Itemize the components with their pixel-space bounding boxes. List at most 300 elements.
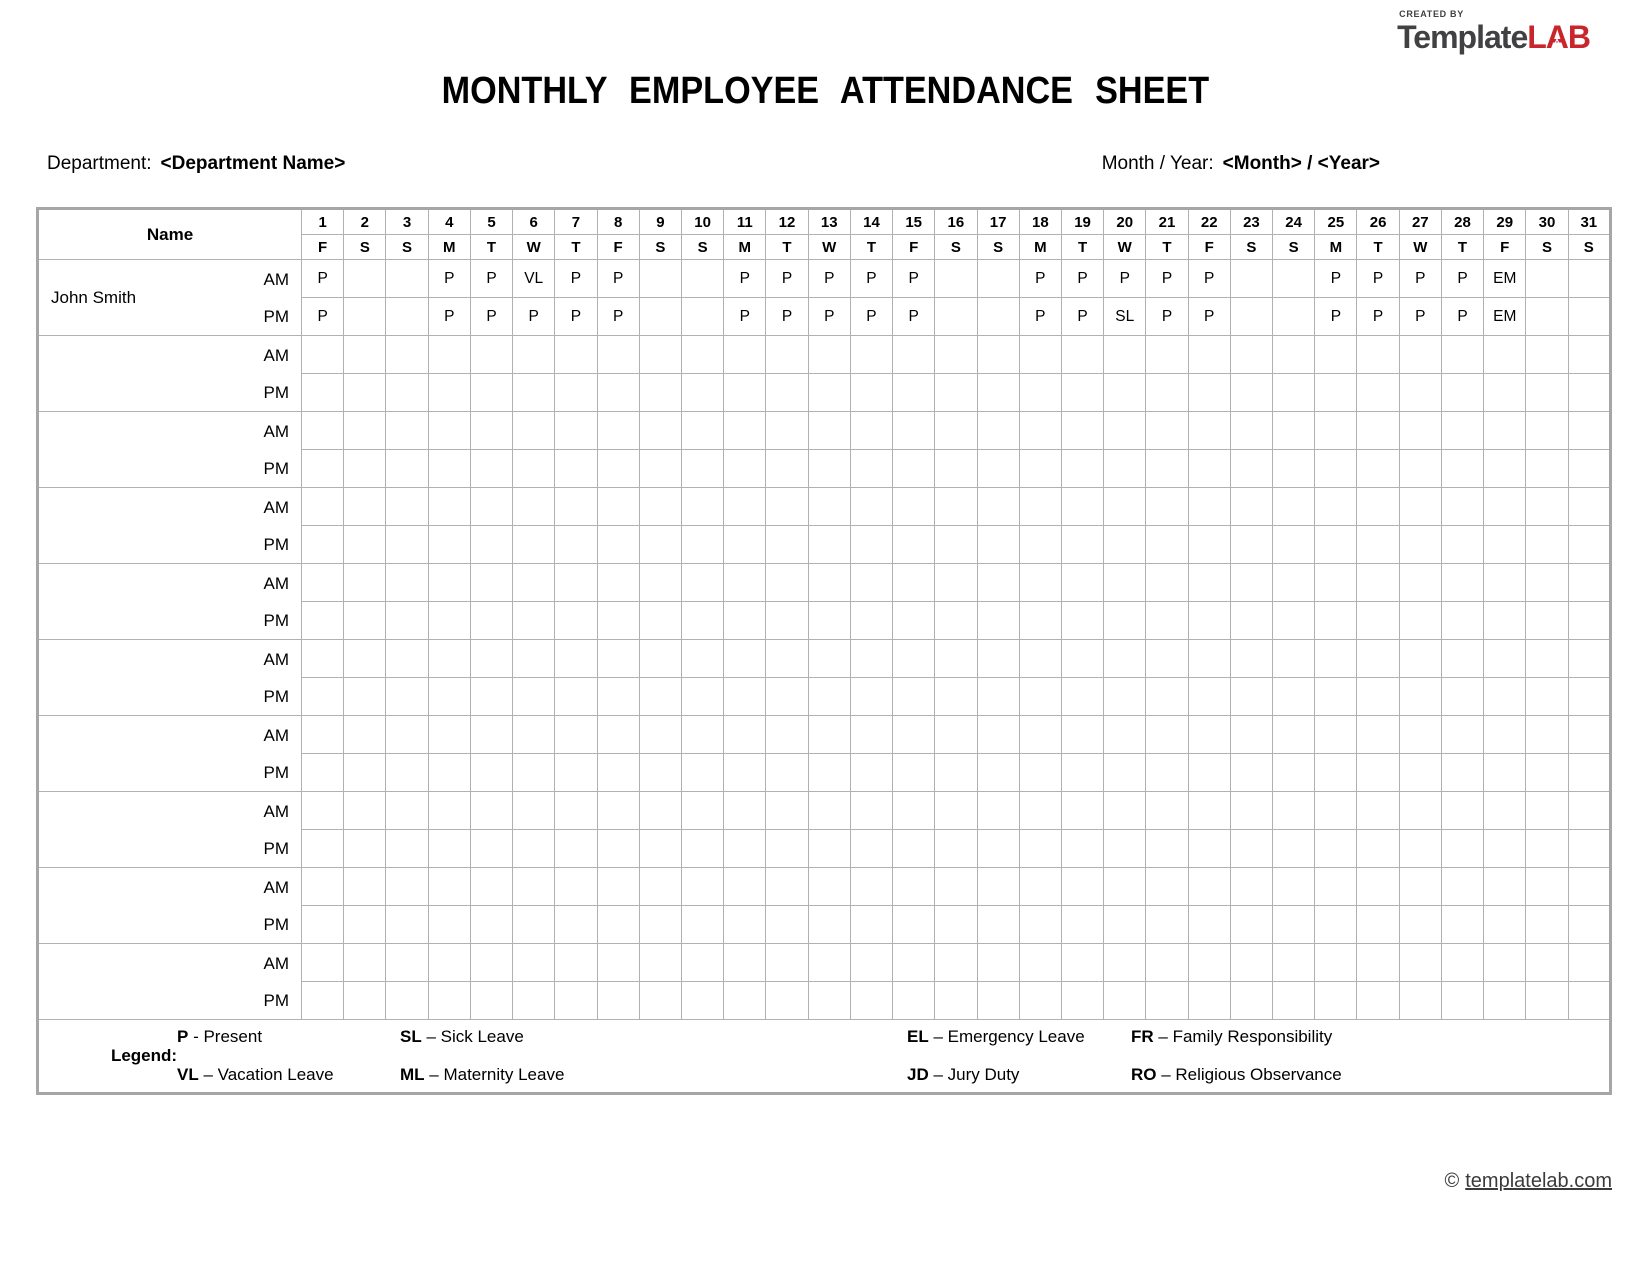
attendance-cell[interactable]	[555, 792, 597, 830]
attendance-cell[interactable]	[1188, 564, 1230, 602]
attendance-cell[interactable]	[1273, 602, 1315, 640]
attendance-cell[interactable]	[1146, 944, 1188, 982]
attendance-cell[interactable]	[597, 336, 639, 374]
attendance-cell[interactable]	[1357, 944, 1399, 982]
attendance-cell[interactable]	[850, 982, 892, 1020]
attendance-cell[interactable]	[344, 640, 386, 678]
attendance-cell[interactable]	[302, 640, 344, 678]
attendance-cell[interactable]	[1484, 982, 1526, 1020]
attendance-cell[interactable]	[724, 792, 766, 830]
attendance-cell[interactable]	[850, 906, 892, 944]
attendance-cell[interactable]	[1315, 868, 1357, 906]
attendance-cell[interactable]	[344, 754, 386, 792]
attendance-cell[interactable]	[724, 868, 766, 906]
attendance-cell[interactable]	[470, 678, 512, 716]
attendance-cell[interactable]	[639, 602, 681, 640]
attendance-cell[interactable]	[1568, 640, 1610, 678]
attendance-cell[interactable]	[1273, 488, 1315, 526]
attendance-cell[interactable]	[681, 792, 723, 830]
attendance-cell[interactable]	[1484, 412, 1526, 450]
attendance-cell[interactable]	[1484, 906, 1526, 944]
attendance-cell[interactable]	[1273, 260, 1315, 298]
attendance-cell[interactable]	[513, 374, 555, 412]
attendance-cell[interactable]	[808, 526, 850, 564]
attendance-cell[interactable]	[1441, 526, 1483, 564]
attendance-cell[interactable]	[1441, 412, 1483, 450]
attendance-cell[interactable]	[1019, 602, 1061, 640]
attendance-cell[interactable]	[1146, 640, 1188, 678]
attendance-cell[interactable]	[1399, 944, 1441, 982]
attendance-cell[interactable]	[1188, 716, 1230, 754]
attendance-cell[interactable]	[1568, 868, 1610, 906]
attendance-cell[interactable]	[1019, 906, 1061, 944]
attendance-cell[interactable]	[681, 678, 723, 716]
attendance-cell[interactable]	[935, 412, 977, 450]
attendance-cell[interactable]	[597, 754, 639, 792]
attendance-cell[interactable]	[1061, 868, 1103, 906]
attendance-cell[interactable]	[977, 526, 1019, 564]
attendance-cell[interactable]	[1230, 754, 1272, 792]
attendance-cell[interactable]	[344, 716, 386, 754]
attendance-cell[interactable]	[724, 716, 766, 754]
attendance-cell[interactable]	[1357, 792, 1399, 830]
attendance-cell[interactable]	[724, 830, 766, 868]
attendance-cell[interactable]	[808, 754, 850, 792]
attendance-cell[interactable]	[428, 526, 470, 564]
attendance-cell[interactable]	[893, 640, 935, 678]
attendance-cell[interactable]	[1399, 754, 1441, 792]
attendance-cell[interactable]	[1230, 488, 1272, 526]
attendance-cell[interactable]	[1273, 336, 1315, 374]
attendance-cell[interactable]	[850, 336, 892, 374]
attendance-cell[interactable]	[302, 792, 344, 830]
attendance-cell[interactable]	[1399, 526, 1441, 564]
attendance-cell[interactable]	[344, 374, 386, 412]
attendance-cell[interactable]	[428, 640, 470, 678]
attendance-cell[interactable]	[1441, 488, 1483, 526]
attendance-cell[interactable]	[639, 792, 681, 830]
attendance-cell[interactable]	[808, 678, 850, 716]
attendance-cell[interactable]	[1230, 602, 1272, 640]
attendance-cell[interactable]	[766, 716, 808, 754]
attendance-cell[interactable]	[1315, 830, 1357, 868]
attendance-cell[interactable]	[1484, 450, 1526, 488]
attendance-cell[interactable]	[1061, 640, 1103, 678]
attendance-cell[interactable]	[1061, 374, 1103, 412]
attendance-cell[interactable]	[1568, 412, 1610, 450]
attendance-cell[interactable]	[386, 640, 428, 678]
attendance-cell[interactable]	[1399, 336, 1441, 374]
attendance-cell[interactable]	[1441, 754, 1483, 792]
attendance-cell[interactable]	[1526, 678, 1568, 716]
attendance-cell[interactable]	[893, 792, 935, 830]
attendance-cell[interactable]	[808, 982, 850, 1020]
attendance-cell[interactable]	[470, 830, 512, 868]
attendance-cell[interactable]	[1526, 260, 1568, 298]
attendance-cell[interactable]	[808, 564, 850, 602]
attendance-cell[interactable]	[1019, 678, 1061, 716]
attendance-cell[interactable]	[850, 678, 892, 716]
attendance-cell[interactable]	[1568, 716, 1610, 754]
attendance-cell[interactable]	[766, 792, 808, 830]
attendance-cell[interactable]	[1526, 602, 1568, 640]
attendance-cell[interactable]	[977, 830, 1019, 868]
attendance-cell[interactable]	[1061, 716, 1103, 754]
attendance-cell[interactable]	[1146, 716, 1188, 754]
attendance-cell[interactable]	[766, 830, 808, 868]
attendance-cell[interactable]	[1146, 336, 1188, 374]
attendance-cell[interactable]	[1230, 678, 1272, 716]
attendance-cell[interactable]	[428, 336, 470, 374]
attendance-cell[interactable]	[1104, 336, 1146, 374]
attendance-cell[interactable]	[1399, 374, 1441, 412]
attendance-cell[interactable]	[1441, 602, 1483, 640]
attendance-cell[interactable]	[808, 336, 850, 374]
attendance-cell[interactable]	[1315, 526, 1357, 564]
attendance-cell[interactable]	[470, 944, 512, 982]
attendance-cell[interactable]	[513, 336, 555, 374]
attendance-cell[interactable]	[1568, 830, 1610, 868]
attendance-cell[interactable]	[893, 526, 935, 564]
employee-name-cell[interactable]	[38, 716, 302, 792]
attendance-cell[interactable]	[808, 906, 850, 944]
attendance-cell[interactable]	[386, 792, 428, 830]
attendance-cell[interactable]: P	[1357, 260, 1399, 298]
attendance-cell[interactable]	[893, 602, 935, 640]
attendance-cell[interactable]	[428, 868, 470, 906]
attendance-cell[interactable]	[724, 678, 766, 716]
attendance-cell[interactable]	[1146, 374, 1188, 412]
attendance-cell[interactable]	[766, 564, 808, 602]
attendance-cell[interactable]	[1188, 374, 1230, 412]
attendance-cell[interactable]	[1230, 526, 1272, 564]
attendance-cell[interactable]: P	[428, 298, 470, 336]
attendance-cell[interactable]	[681, 564, 723, 602]
attendance-cell[interactable]	[428, 792, 470, 830]
attendance-cell[interactable]	[639, 374, 681, 412]
attendance-cell[interactable]	[386, 526, 428, 564]
attendance-cell[interactable]	[1526, 944, 1568, 982]
attendance-cell[interactable]	[1061, 412, 1103, 450]
attendance-cell[interactable]	[1230, 982, 1272, 1020]
attendance-cell[interactable]	[1019, 564, 1061, 602]
attendance-cell[interactable]	[1315, 488, 1357, 526]
attendance-cell[interactable]	[850, 944, 892, 982]
employee-name-cell[interactable]	[38, 488, 302, 564]
attendance-cell[interactable]	[1104, 678, 1146, 716]
attendance-cell[interactable]	[1441, 906, 1483, 944]
attendance-cell[interactable]	[1357, 754, 1399, 792]
attendance-cell[interactable]	[1484, 602, 1526, 640]
attendance-cell[interactable]: P	[1146, 260, 1188, 298]
attendance-cell[interactable]	[513, 716, 555, 754]
attendance-cell[interactable]	[977, 906, 1019, 944]
attendance-cell[interactable]	[1315, 678, 1357, 716]
attendance-cell[interactable]	[1399, 830, 1441, 868]
attendance-cell[interactable]	[1315, 374, 1357, 412]
attendance-cell[interactable]	[893, 830, 935, 868]
attendance-cell[interactable]	[639, 868, 681, 906]
attendance-cell[interactable]	[1104, 906, 1146, 944]
attendance-cell[interactable]: P	[1357, 298, 1399, 336]
attendance-cell[interactable]	[1019, 830, 1061, 868]
attendance-cell[interactable]	[1104, 450, 1146, 488]
attendance-cell[interactable]	[1188, 982, 1230, 1020]
attendance-cell[interactable]	[1399, 488, 1441, 526]
attendance-cell[interactable]	[1104, 868, 1146, 906]
attendance-cell[interactable]	[1104, 564, 1146, 602]
attendance-cell[interactable]	[1188, 678, 1230, 716]
attendance-cell[interactable]	[513, 678, 555, 716]
attendance-cell[interactable]	[639, 336, 681, 374]
attendance-cell[interactable]	[1019, 336, 1061, 374]
attendance-cell[interactable]: P	[1188, 260, 1230, 298]
attendance-cell[interactable]	[808, 830, 850, 868]
attendance-cell[interactable]	[766, 944, 808, 982]
attendance-cell[interactable]	[724, 374, 766, 412]
attendance-cell[interactable]	[597, 412, 639, 450]
attendance-cell[interactable]	[597, 374, 639, 412]
attendance-cell[interactable]	[344, 602, 386, 640]
attendance-cell[interactable]	[1484, 564, 1526, 602]
attendance-cell[interactable]	[555, 982, 597, 1020]
attendance-cell[interactable]	[555, 640, 597, 678]
attendance-cell[interactable]	[302, 488, 344, 526]
attendance-cell[interactable]	[724, 336, 766, 374]
attendance-cell[interactable]	[344, 982, 386, 1020]
attendance-cell[interactable]	[1230, 450, 1272, 488]
attendance-cell[interactable]	[1104, 640, 1146, 678]
attendance-cell[interactable]	[302, 336, 344, 374]
attendance-cell[interactable]	[386, 982, 428, 1020]
attendance-cell[interactable]	[1061, 982, 1103, 1020]
attendance-cell[interactable]	[1230, 792, 1272, 830]
attendance-cell[interactable]	[935, 374, 977, 412]
attendance-cell[interactable]	[681, 260, 723, 298]
attendance-cell[interactable]	[1357, 450, 1399, 488]
attendance-cell[interactable]	[808, 450, 850, 488]
attendance-cell[interactable]	[850, 374, 892, 412]
attendance-cell[interactable]	[766, 488, 808, 526]
attendance-cell[interactable]	[1230, 564, 1272, 602]
attendance-cell[interactable]	[1399, 982, 1441, 1020]
attendance-cell[interactable]	[513, 906, 555, 944]
attendance-cell[interactable]	[1399, 412, 1441, 450]
attendance-cell[interactable]	[1484, 640, 1526, 678]
attendance-cell[interactable]	[597, 488, 639, 526]
attendance-cell[interactable]: P	[893, 298, 935, 336]
attendance-cell[interactable]: P	[470, 298, 512, 336]
attendance-cell[interactable]	[766, 906, 808, 944]
attendance-cell[interactable]	[977, 678, 1019, 716]
attendance-cell[interactable]	[977, 602, 1019, 640]
attendance-cell[interactable]	[977, 412, 1019, 450]
attendance-cell[interactable]	[1146, 792, 1188, 830]
attendance-cell[interactable]	[1146, 412, 1188, 450]
attendance-cell[interactable]: P	[724, 298, 766, 336]
attendance-cell[interactable]	[1568, 602, 1610, 640]
attendance-cell[interactable]	[1019, 412, 1061, 450]
attendance-cell[interactable]	[513, 944, 555, 982]
attendance-cell[interactable]	[1104, 526, 1146, 564]
attendance-cell[interactable]	[1104, 754, 1146, 792]
attendance-cell[interactable]	[893, 944, 935, 982]
attendance-cell[interactable]	[302, 564, 344, 602]
attendance-cell[interactable]	[1273, 944, 1315, 982]
attendance-cell[interactable]	[1019, 488, 1061, 526]
attendance-cell[interactable]	[470, 982, 512, 1020]
attendance-cell[interactable]	[639, 716, 681, 754]
attendance-cell[interactable]	[766, 336, 808, 374]
attendance-cell[interactable]	[1568, 678, 1610, 716]
attendance-cell[interactable]	[513, 412, 555, 450]
attendance-cell[interactable]	[681, 754, 723, 792]
attendance-cell[interactable]	[555, 450, 597, 488]
attendance-cell[interactable]: P	[1315, 260, 1357, 298]
attendance-cell[interactable]	[1230, 830, 1272, 868]
attendance-cell[interactable]	[681, 906, 723, 944]
attendance-cell[interactable]	[1568, 488, 1610, 526]
attendance-cell[interactable]	[1484, 488, 1526, 526]
attendance-cell[interactable]	[893, 906, 935, 944]
attendance-cell[interactable]	[1188, 602, 1230, 640]
attendance-cell[interactable]	[1146, 982, 1188, 1020]
attendance-cell[interactable]: P	[555, 260, 597, 298]
attendance-cell[interactable]	[344, 260, 386, 298]
attendance-cell[interactable]	[386, 412, 428, 450]
attendance-cell[interactable]	[597, 678, 639, 716]
attendance-cell[interactable]	[850, 450, 892, 488]
attendance-cell[interactable]	[386, 374, 428, 412]
attendance-cell[interactable]	[977, 450, 1019, 488]
attendance-cell[interactable]: P	[1441, 260, 1483, 298]
attendance-cell[interactable]	[893, 412, 935, 450]
attendance-cell[interactable]	[1357, 564, 1399, 602]
attendance-cell[interactable]	[1568, 526, 1610, 564]
employee-name-cell[interactable]	[38, 868, 302, 944]
attendance-cell[interactable]	[344, 944, 386, 982]
attendance-cell[interactable]	[1061, 564, 1103, 602]
attendance-cell[interactable]	[513, 640, 555, 678]
attendance-cell[interactable]	[1441, 374, 1483, 412]
attendance-cell[interactable]: EM	[1484, 298, 1526, 336]
attendance-cell[interactable]	[1019, 716, 1061, 754]
attendance-cell[interactable]	[681, 412, 723, 450]
attendance-cell[interactable]	[935, 260, 977, 298]
attendance-cell[interactable]	[597, 564, 639, 602]
attendance-cell[interactable]	[1568, 754, 1610, 792]
attendance-cell[interactable]	[386, 298, 428, 336]
attendance-cell[interactable]	[1146, 488, 1188, 526]
attendance-cell[interactable]: P	[302, 298, 344, 336]
attendance-cell[interactable]	[513, 602, 555, 640]
attendance-cell[interactable]	[1273, 982, 1315, 1020]
attendance-cell[interactable]	[344, 298, 386, 336]
attendance-cell[interactable]: P	[597, 298, 639, 336]
attendance-cell[interactable]	[1273, 716, 1315, 754]
attendance-cell[interactable]	[1357, 374, 1399, 412]
attendance-cell[interactable]	[724, 906, 766, 944]
attendance-cell[interactable]	[935, 982, 977, 1020]
attendance-cell[interactable]	[766, 602, 808, 640]
attendance-cell[interactable]	[1230, 716, 1272, 754]
attendance-cell[interactable]	[513, 792, 555, 830]
attendance-cell[interactable]	[555, 830, 597, 868]
attendance-cell[interactable]	[935, 450, 977, 488]
attendance-cell[interactable]	[808, 640, 850, 678]
attendance-cell[interactable]	[1357, 602, 1399, 640]
attendance-cell[interactable]	[1188, 944, 1230, 982]
attendance-cell[interactable]	[1484, 526, 1526, 564]
attendance-cell[interactable]	[428, 906, 470, 944]
attendance-cell[interactable]	[1399, 640, 1441, 678]
attendance-cell[interactable]	[1526, 564, 1568, 602]
attendance-cell[interactable]	[681, 336, 723, 374]
department-value[interactable]: <Department Name>	[160, 153, 346, 174]
attendance-cell[interactable]	[724, 754, 766, 792]
attendance-cell[interactable]	[1357, 336, 1399, 374]
attendance-cell[interactable]	[1273, 412, 1315, 450]
attendance-cell[interactable]	[344, 412, 386, 450]
attendance-cell[interactable]	[1399, 564, 1441, 602]
attendance-cell[interactable]	[1061, 450, 1103, 488]
attendance-cell[interactable]	[1273, 868, 1315, 906]
attendance-cell[interactable]	[1061, 830, 1103, 868]
attendance-cell[interactable]	[386, 944, 428, 982]
attendance-cell[interactable]	[1526, 488, 1568, 526]
attendance-cell[interactable]	[1146, 906, 1188, 944]
attendance-cell[interactable]	[597, 792, 639, 830]
attendance-cell[interactable]	[555, 868, 597, 906]
attendance-cell[interactable]	[1019, 944, 1061, 982]
attendance-cell[interactable]: SL	[1104, 298, 1146, 336]
attendance-cell[interactable]	[850, 564, 892, 602]
attendance-cell[interactable]	[1315, 640, 1357, 678]
attendance-cell[interactable]	[470, 754, 512, 792]
attendance-cell[interactable]	[470, 450, 512, 488]
attendance-cell[interactable]	[1568, 260, 1610, 298]
attendance-cell[interactable]	[470, 868, 512, 906]
attendance-cell[interactable]	[1315, 982, 1357, 1020]
attendance-cell[interactable]	[1399, 602, 1441, 640]
attendance-cell[interactable]	[1019, 868, 1061, 906]
attendance-cell[interactable]	[1104, 830, 1146, 868]
attendance-cell[interactable]	[724, 944, 766, 982]
attendance-cell[interactable]	[935, 298, 977, 336]
attendance-cell[interactable]	[681, 602, 723, 640]
attendance-cell[interactable]: P	[1441, 298, 1483, 336]
attendance-cell[interactable]	[808, 602, 850, 640]
attendance-cell[interactable]	[935, 526, 977, 564]
attendance-cell[interactable]	[766, 754, 808, 792]
attendance-cell[interactable]	[977, 564, 1019, 602]
attendance-cell[interactable]	[1568, 336, 1610, 374]
attendance-cell[interactable]	[935, 830, 977, 868]
attendance-cell[interactable]	[513, 754, 555, 792]
attendance-cell[interactable]	[386, 488, 428, 526]
attendance-cell[interactable]	[1230, 944, 1272, 982]
attendance-cell[interactable]	[1568, 944, 1610, 982]
attendance-cell[interactable]	[1146, 526, 1188, 564]
attendance-cell[interactable]	[1484, 716, 1526, 754]
attendance-cell[interactable]	[1526, 640, 1568, 678]
attendance-cell[interactable]	[1104, 982, 1146, 1020]
attendance-cell[interactable]: P	[1146, 298, 1188, 336]
attendance-cell[interactable]	[1061, 678, 1103, 716]
employee-name-cell[interactable]	[38, 640, 302, 716]
attendance-cell[interactable]	[555, 716, 597, 754]
attendance-cell[interactable]	[470, 602, 512, 640]
